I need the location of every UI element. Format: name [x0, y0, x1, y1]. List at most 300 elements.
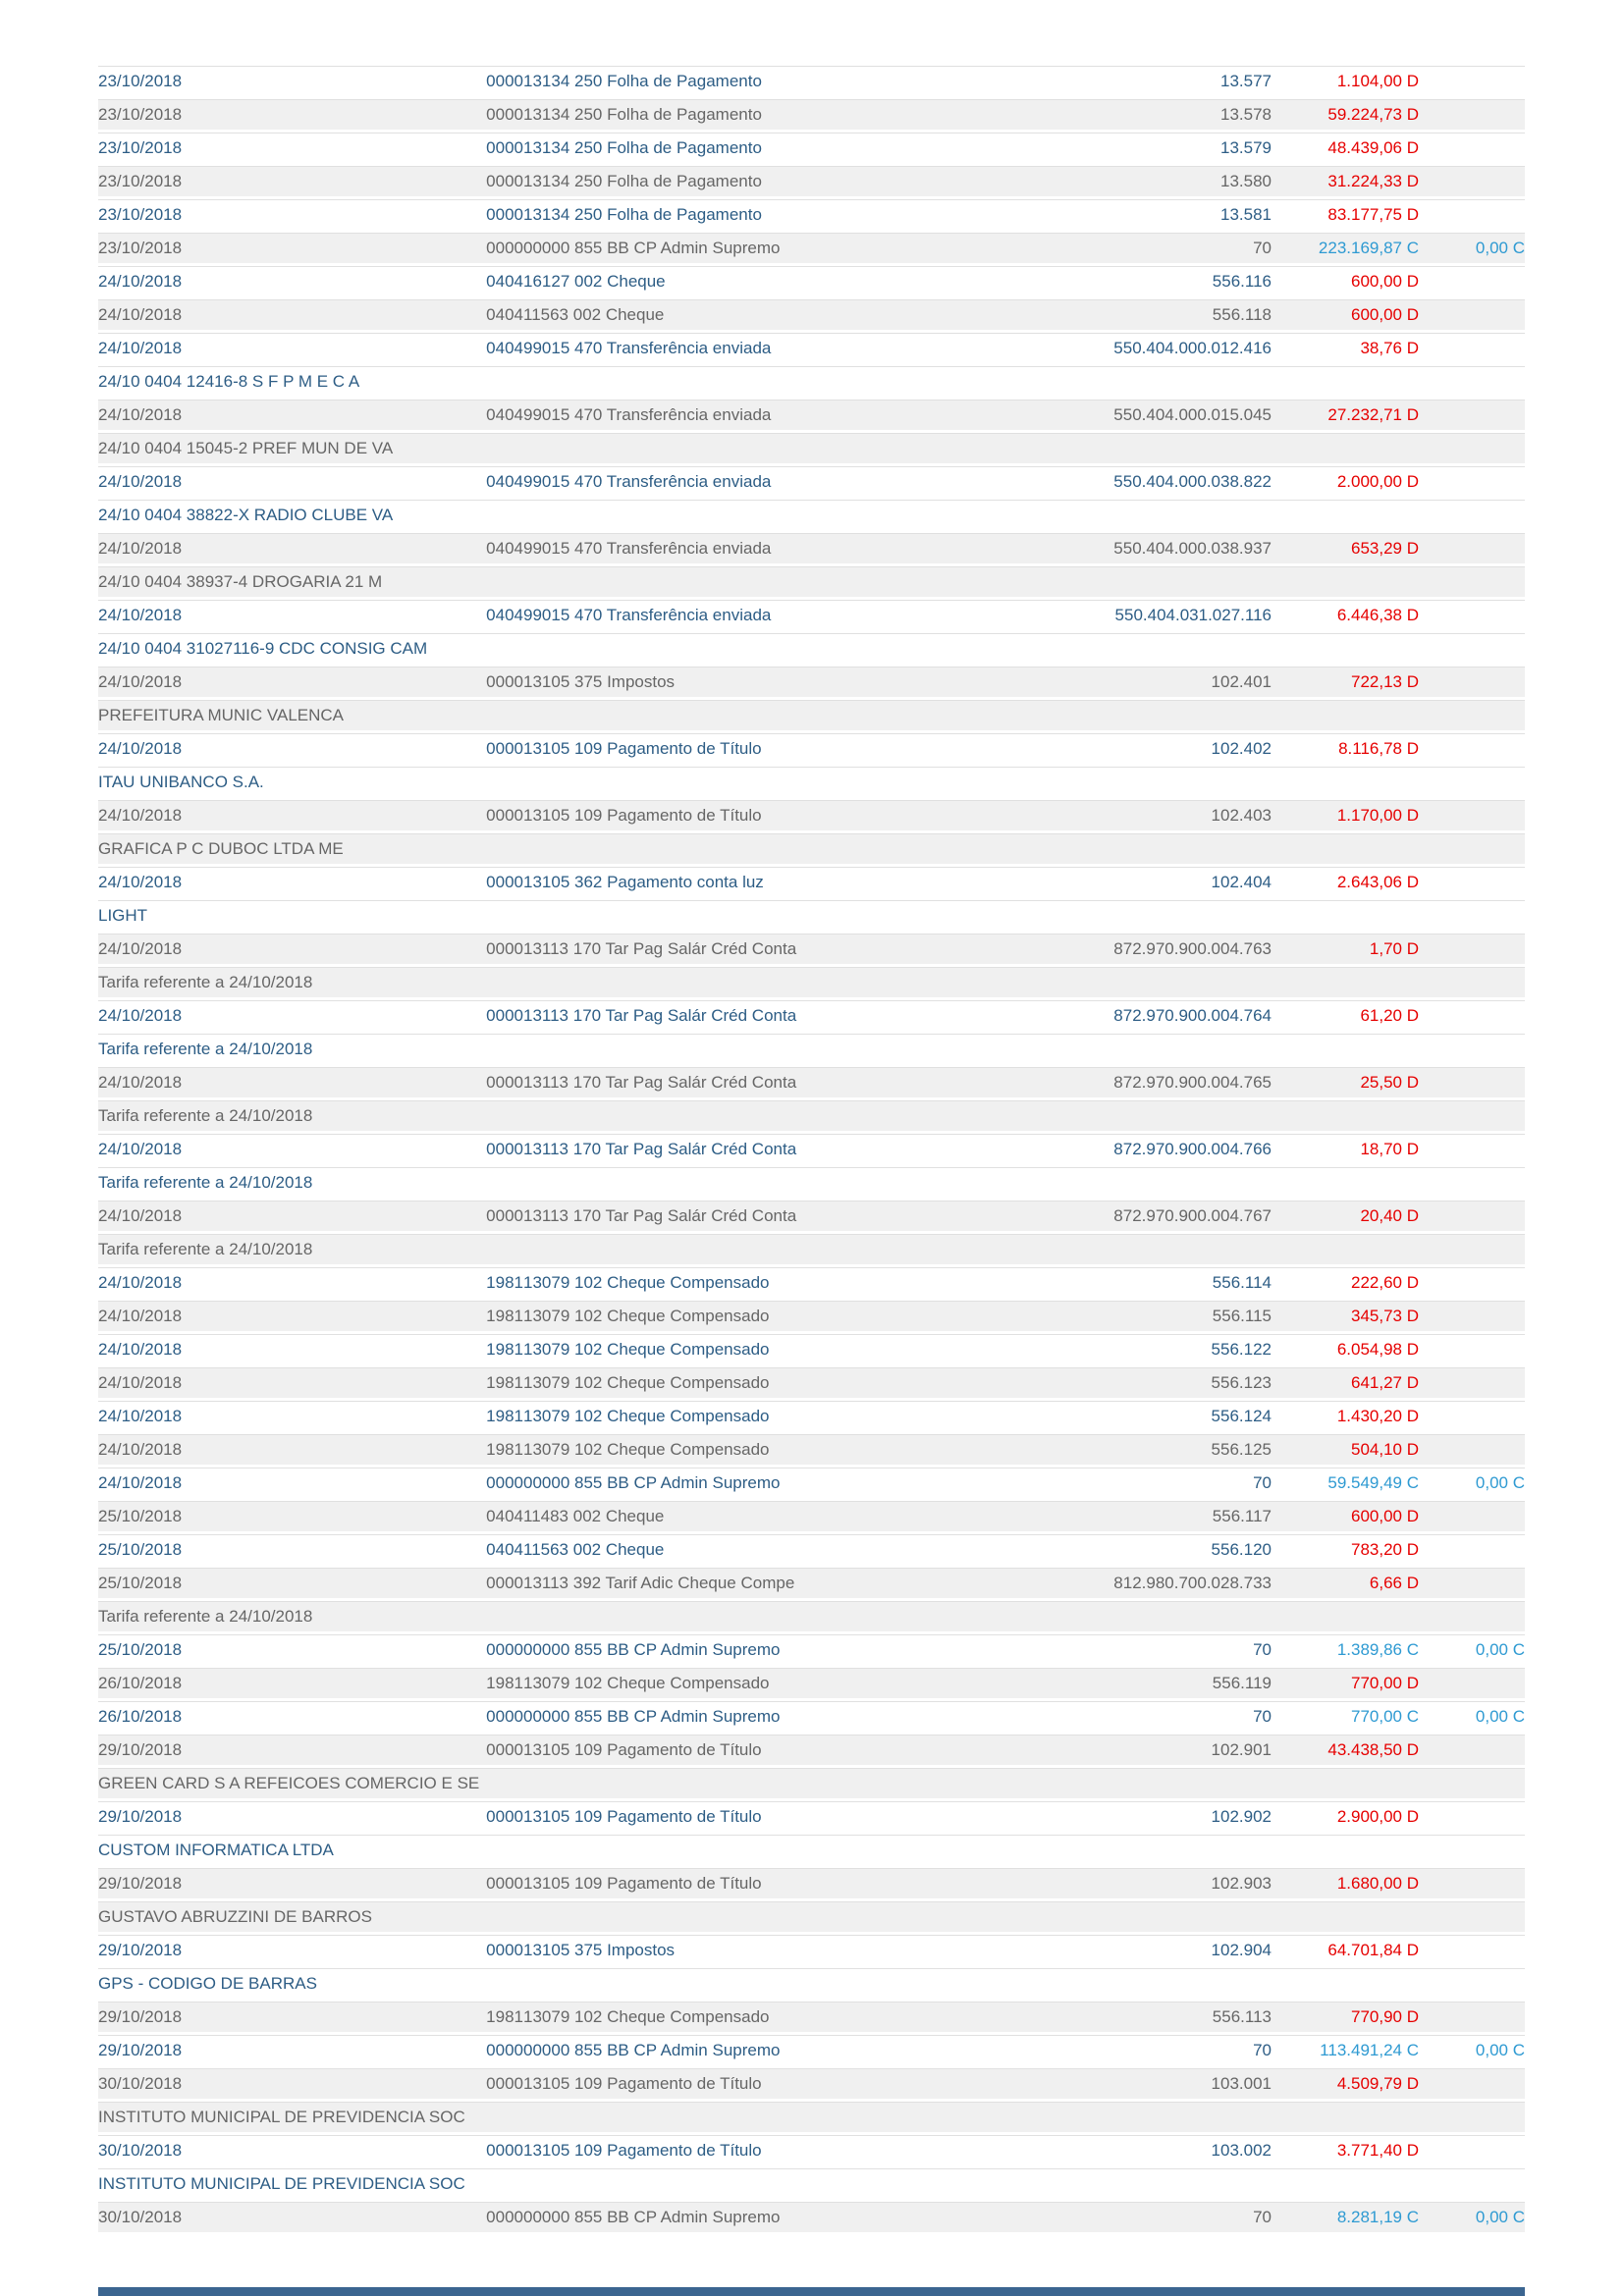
cell-date: 24/10/2018 — [98, 1334, 403, 1364]
debit-amount: 783,20 D — [1351, 1540, 1419, 1559]
cell-value — [1272, 867, 1419, 897]
cell-document: 13.580 — [1036, 166, 1272, 196]
transaction-detail-row — [98, 500, 1525, 530]
cell-description: 00000 855 BB CP Admin Supremo — [523, 2202, 1036, 2232]
cell-document: 102.401 — [1036, 667, 1272, 697]
cell-branch: 1981 — [403, 1301, 523, 1331]
debit-amount: 600,00 D — [1351, 305, 1419, 324]
cell-document: 556.118 — [1036, 299, 1272, 330]
debit-amount: 61,20 D — [1360, 1006, 1419, 1025]
transaction-detail-row — [98, 366, 1525, 397]
debit-amount: 2.643,06 D — [1336, 873, 1419, 891]
transaction-row — [98, 2202, 1525, 2232]
transaction-detail-row — [98, 2102, 1525, 2132]
debit-amount: 1.430,20 D — [1336, 1407, 1419, 1425]
cell-description: 13134 250 Folha de Pagamento — [523, 133, 1036, 163]
cell-branch: 0404 — [403, 266, 523, 296]
cell-description: 13105 109 Pagamento de Título — [523, 1801, 1036, 1832]
cell-secondary-value — [1419, 1267, 1525, 1298]
cell-secondary-value — [1419, 1501, 1525, 1531]
cell-branch: 0000 — [403, 1801, 523, 1832]
debit-amount: 83.177,75 D — [1327, 205, 1419, 224]
transaction-detail-text: ITAU UNIBANCO S.A. — [98, 767, 1525, 797]
debit-amount: 1,70 D — [1369, 939, 1419, 958]
cell-document: 103.002 — [1036, 2135, 1272, 2165]
transaction-row — [98, 600, 1525, 630]
cell-value — [1272, 2135, 1419, 2165]
transaction-row — [98, 2068, 1525, 2099]
cell-date: 24/10/2018 — [98, 1468, 403, 1498]
cell-document: 70 — [1036, 1701, 1272, 1732]
cell-branch: 0404 — [403, 533, 523, 563]
cell-date: 24/10/2018 — [98, 1301, 403, 1331]
debit-amount: 27.232,71 D — [1327, 405, 1419, 424]
cell-value — [1272, 466, 1419, 497]
transaction-detail-row — [98, 1167, 1525, 1198]
cell-date: 29/10/2018 — [98, 1935, 403, 1965]
cell-branch: 0000 — [403, 2068, 523, 2099]
transaction-detail-row — [98, 967, 1525, 997]
cell-document: 556.123 — [1036, 1367, 1272, 1398]
transaction-detail-text: 24/10 0404 12416-8 S F P M E C A — [98, 366, 1525, 397]
cell-document: 70 — [1036, 2202, 1272, 2232]
cell-date: 24/10/2018 — [98, 867, 403, 897]
cell-date: 24/10/2018 — [98, 266, 403, 296]
transaction-row — [98, 299, 1525, 330]
cell-date: 23/10/2018 — [98, 199, 403, 230]
cell-secondary-value — [1419, 1367, 1525, 1398]
transaction-row — [98, 1735, 1525, 1765]
transaction-row — [98, 1801, 1525, 1832]
debit-amount: 38,76 D — [1360, 339, 1419, 357]
cell-description: 13079 102 Cheque Compensado — [523, 1401, 1036, 1431]
cell-date: 24/10/2018 — [98, 1401, 403, 1431]
cell-secondary-value — [1419, 333, 1525, 363]
cell-secondary-value — [1419, 1701, 1525, 1732]
transaction-detail-row — [98, 1234, 1525, 1264]
debit-amount: 1.170,00 D — [1336, 806, 1419, 825]
cell-date: 29/10/2018 — [98, 1868, 403, 1898]
cell-document: 556.114 — [1036, 1267, 1272, 1298]
debit-amount: 43.438,50 D — [1327, 1740, 1419, 1759]
cell-secondary-value — [1419, 533, 1525, 563]
cell-document: 102.402 — [1036, 733, 1272, 764]
cell-secondary-value — [1419, 1000, 1525, 1031]
cell-branch: 0000 — [403, 66, 523, 96]
cell-branch: 0000 — [403, 133, 523, 163]
cell-value — [1272, 1468, 1419, 1498]
transaction-row — [98, 934, 1525, 964]
cell-description: 13113 170 Tar Pag Salár Créd Conta — [523, 1067, 1036, 1097]
debit-amount: 2.900,00 D — [1336, 1807, 1419, 1826]
cell-value — [1272, 1534, 1419, 1565]
cell-branch: 0000 — [403, 867, 523, 897]
cell-secondary-value — [1419, 1067, 1525, 1097]
cell-value — [1272, 1434, 1419, 1465]
cell-secondary-value — [1419, 466, 1525, 497]
cell-description: 13105 109 Pagamento de Título — [523, 733, 1036, 764]
cell-document: 872.970.900.004.765 — [1036, 1067, 1272, 1097]
cell-date: 24/10/2018 — [98, 333, 403, 363]
cell-branch: 0000 — [403, 1634, 523, 1665]
cell-document: 556.116 — [1036, 266, 1272, 296]
cell-secondary-value — [1419, 233, 1525, 263]
debit-amount: 2.000,00 D — [1336, 472, 1419, 491]
cell-date: 24/10/2018 — [98, 1067, 403, 1097]
credit-amount: 0,00 C — [1475, 2208, 1525, 2226]
cell-date: 24/10/2018 — [98, 667, 403, 697]
cell-value — [1272, 266, 1419, 296]
cell-date: 24/10/2018 — [98, 400, 403, 430]
cell-description: 11563 002 Cheque — [523, 1534, 1036, 1565]
cell-value — [1272, 1134, 1419, 1164]
cell-value — [1272, 1367, 1419, 1398]
debit-amount: 722,13 D — [1351, 672, 1419, 691]
transaction-detail-row — [98, 900, 1525, 931]
cell-secondary-value — [1419, 1568, 1525, 1598]
cell-value — [1272, 1801, 1419, 1832]
transaction-detail-row — [98, 1601, 1525, 1631]
transaction-row — [98, 533, 1525, 563]
debit-amount: 222,60 D — [1351, 1273, 1419, 1292]
transaction-row — [98, 1634, 1525, 1665]
credit-amount: 0,00 C — [1475, 1473, 1525, 1492]
debit-amount: 48.439,06 D — [1327, 138, 1419, 157]
cell-document: 556.119 — [1036, 1668, 1272, 1698]
cell-date: 24/10/2018 — [98, 1000, 403, 1031]
transaction-detail-text: GRAFICA P C DUBOC LTDA ME — [98, 833, 1525, 864]
transaction-row — [98, 466, 1525, 497]
transactions-table — [98, 63, 1525, 2235]
cell-date: 25/10/2018 — [98, 1534, 403, 1565]
cell-value — [1272, 2202, 1419, 2232]
cell-value — [1272, 1935, 1419, 1965]
cell-branch: 0000 — [403, 800, 523, 830]
cell-date: 24/10/2018 — [98, 1367, 403, 1398]
transaction-row — [98, 1067, 1525, 1097]
cell-value — [1272, 2002, 1419, 2032]
cell-secondary-value — [1419, 2135, 1525, 2165]
cell-description: 13105 109 Pagamento de Título — [523, 2068, 1036, 2099]
cell-value — [1272, 199, 1419, 230]
cell-date: 23/10/2018 — [98, 166, 403, 196]
transaction-row — [98, 1534, 1525, 1565]
cell-secondary-value — [1419, 1801, 1525, 1832]
cell-document: 102.901 — [1036, 1735, 1272, 1765]
cell-value — [1272, 1067, 1419, 1097]
cell-date: 24/10/2018 — [98, 1267, 403, 1298]
transaction-detail-text: Tarifa referente a 24/10/2018 — [98, 1167, 1525, 1198]
transaction-row — [98, 1468, 1525, 1498]
cell-secondary-value — [1419, 667, 1525, 697]
cell-document: 556.120 — [1036, 1534, 1272, 1565]
cell-secondary-value — [1419, 934, 1525, 964]
cell-date: 24/10/2018 — [98, 466, 403, 497]
cell-branch: 0000 — [403, 667, 523, 697]
cell-branch: 0000 — [403, 934, 523, 964]
credit-amount: 0,00 C — [1475, 1707, 1525, 1726]
cell-value — [1272, 1501, 1419, 1531]
cell-document: 812.980.700.028.733 — [1036, 1568, 1272, 1598]
debit-amount: 6.054,98 D — [1336, 1340, 1419, 1359]
cell-value — [1272, 1267, 1419, 1298]
transaction-row — [98, 99, 1525, 130]
cell-value — [1272, 1000, 1419, 1031]
cell-secondary-value — [1419, 166, 1525, 196]
cell-date: 24/10/2018 — [98, 600, 403, 630]
cell-secondary-value — [1419, 2035, 1525, 2065]
cell-branch: 0404 — [403, 400, 523, 430]
transaction-detail-row — [98, 1034, 1525, 1064]
transaction-detail-row — [98, 566, 1525, 597]
cell-description: 13113 170 Tar Pag Salár Créd Conta — [523, 1000, 1036, 1031]
cell-branch: 0404 — [403, 466, 523, 497]
cell-document: 70 — [1036, 233, 1272, 263]
cell-description: 13079 102 Cheque Compensado — [523, 2002, 1036, 2032]
debit-amount: 31.224,33 D — [1327, 172, 1419, 190]
cell-branch: 1981 — [403, 1267, 523, 1298]
cell-secondary-value — [1419, 266, 1525, 296]
cell-document: 13.578 — [1036, 99, 1272, 130]
debit-amount: 600,00 D — [1351, 272, 1419, 291]
debit-amount: 4.509,79 D — [1336, 2074, 1419, 2093]
transaction-detail-text: Tarifa referente a 24/10/2018 — [98, 1234, 1525, 1264]
debit-amount: 64.701,84 D — [1327, 1941, 1419, 1959]
cell-description: 13105 109 Pagamento de Título — [523, 1868, 1036, 1898]
debit-amount: 1.104,00 D — [1336, 72, 1419, 90]
cell-date: 24/10/2018 — [98, 934, 403, 964]
cell-document: 556.125 — [1036, 1434, 1272, 1465]
cell-secondary-value — [1419, 1634, 1525, 1665]
credit-amount: 59.549,49 C — [1327, 1473, 1419, 1492]
cell-branch: 0000 — [403, 1067, 523, 1097]
cell-branch: 0000 — [403, 1935, 523, 1965]
transaction-row — [98, 1501, 1525, 1531]
transaction-detail-text: CUSTOM INFORMATICA LTDA — [98, 1835, 1525, 1865]
cell-document: 556.113 — [1036, 2002, 1272, 2032]
cell-date: 29/10/2018 — [98, 2002, 403, 2032]
cell-document: 556.115 — [1036, 1301, 1272, 1331]
cell-branch: 1981 — [403, 1401, 523, 1431]
cell-secondary-value — [1419, 1468, 1525, 1498]
cell-description: 13079 102 Cheque Compensado — [523, 1367, 1036, 1398]
transaction-detail-text: INSTITUTO MUNICIPAL DE PREVIDENCIA SOC — [98, 2168, 1525, 2199]
debit-amount: 770,90 D — [1351, 2007, 1419, 2026]
cell-description: 13113 392 Tarif Adic Cheque Compe — [523, 1568, 1036, 1598]
cell-secondary-value — [1419, 1201, 1525, 1231]
cell-date: 24/10/2018 — [98, 1201, 403, 1231]
debit-amount: 18,70 D — [1360, 1140, 1419, 1158]
cell-value — [1272, 299, 1419, 330]
transaction-detail-row — [98, 1100, 1525, 1131]
transaction-detail-row — [98, 833, 1525, 864]
cell-date: 30/10/2018 — [98, 2068, 403, 2099]
cell-branch: 1981 — [403, 2002, 523, 2032]
cell-secondary-value — [1419, 1301, 1525, 1331]
cell-document: 872.970.900.004.766 — [1036, 1134, 1272, 1164]
cell-description: 13079 102 Cheque Compensado — [523, 1434, 1036, 1465]
transaction-detail-row — [98, 700, 1525, 730]
cell-description: 13113 170 Tar Pag Salár Créd Conta — [523, 934, 1036, 964]
cell-branch: 0000 — [403, 1468, 523, 1498]
cell-branch: 0000 — [403, 166, 523, 196]
cell-document: 556.122 — [1036, 1334, 1272, 1364]
debit-amount: 1.680,00 D — [1336, 1874, 1419, 1893]
cell-secondary-value — [1419, 2002, 1525, 2032]
debit-amount: 3.771,40 D — [1336, 2141, 1419, 2160]
cell-value — [1272, 1201, 1419, 1231]
cell-branch: 0000 — [403, 199, 523, 230]
credit-amount: 1.389,86 C — [1336, 1640, 1419, 1659]
debit-amount: 345,73 D — [1351, 1307, 1419, 1325]
cell-date: 30/10/2018 — [98, 2135, 403, 2165]
transaction-row — [98, 1301, 1525, 1331]
cell-value — [1272, 233, 1419, 263]
cell-description: 13105 362 Pagamento conta luz — [523, 867, 1036, 897]
debit-amount: 25,50 D — [1360, 1073, 1419, 1092]
cell-branch: 0000 — [403, 2135, 523, 2165]
transaction-detail-text: Tarifa referente a 24/10/2018 — [98, 967, 1525, 997]
cell-value — [1272, 1634, 1419, 1665]
transaction-detail-text: GREEN CARD S A REFEICOES COMERCIO E SE — [98, 1768, 1525, 1798]
cell-document: 550.404.031.027.116 — [1036, 600, 1272, 630]
cell-branch: 0404 — [403, 333, 523, 363]
cell-secondary-value — [1419, 133, 1525, 163]
transaction-row — [98, 1134, 1525, 1164]
cell-document: 550.404.000.038.822 — [1036, 466, 1272, 497]
cell-branch: 0000 — [403, 1000, 523, 1031]
transaction-detail-text: Tarifa referente a 24/10/2018 — [98, 1100, 1525, 1131]
cell-document: 70 — [1036, 2035, 1272, 2065]
transaction-detail-row — [98, 1968, 1525, 1999]
cell-description: 99015 470 Transferência enviada — [523, 600, 1036, 630]
cell-document: 70 — [1036, 1634, 1272, 1665]
transaction-row — [98, 1000, 1525, 1031]
cell-value — [1272, 1701, 1419, 1732]
cell-document: 872.970.900.004.764 — [1036, 1000, 1272, 1031]
cell-secondary-value — [1419, 733, 1525, 764]
transaction-row — [98, 2035, 1525, 2065]
cell-branch: 0000 — [403, 2035, 523, 2065]
cell-branch: 0404 — [403, 600, 523, 630]
transaction-row — [98, 333, 1525, 363]
cell-value — [1272, 2068, 1419, 2099]
cell-document: 102.404 — [1036, 867, 1272, 897]
transaction-row — [98, 2002, 1525, 2032]
cell-value — [1272, 667, 1419, 697]
transaction-detail-text: 24/10 0404 38822-X RADIO CLUBE VA — [98, 500, 1525, 530]
cell-date: 24/10/2018 — [98, 1434, 403, 1465]
transaction-row — [98, 1267, 1525, 1298]
transaction-row — [98, 133, 1525, 163]
cell-secondary-value — [1419, 1534, 1525, 1565]
cell-date: 24/10/2018 — [98, 800, 403, 830]
transaction-row — [98, 867, 1525, 897]
transaction-detail-text: PREFEITURA MUNIC VALENCA — [98, 700, 1525, 730]
cell-value — [1272, 1868, 1419, 1898]
transaction-row — [98, 166, 1525, 196]
debit-amount: 600,00 D — [1351, 1507, 1419, 1525]
cell-description: 13079 102 Cheque Compensado — [523, 1668, 1036, 1698]
credit-amount: 0,00 C — [1475, 1640, 1525, 1659]
cell-description: 11483 002 Cheque — [523, 1501, 1036, 1531]
cell-value — [1272, 166, 1419, 196]
cell-secondary-value — [1419, 1134, 1525, 1164]
cell-date: 23/10/2018 — [98, 133, 403, 163]
transaction-row — [98, 199, 1525, 230]
statement-table — [98, 63, 1525, 2235]
cell-description: 00000 855 BB CP Admin Supremo — [523, 1634, 1036, 1665]
cell-value — [1272, 800, 1419, 830]
cell-value — [1272, 1568, 1419, 1598]
cell-date: 24/10/2018 — [98, 733, 403, 764]
cell-document: 556.124 — [1036, 1401, 1272, 1431]
cell-date: 23/10/2018 — [98, 99, 403, 130]
cell-description: 11563 002 Cheque — [523, 299, 1036, 330]
cell-value — [1272, 733, 1419, 764]
cell-description: 16127 002 Cheque — [523, 266, 1036, 296]
transaction-row — [98, 1701, 1525, 1732]
credit-amount: 223.169,87 C — [1318, 239, 1419, 257]
transaction-row — [98, 1668, 1525, 1698]
cell-secondary-value — [1419, 400, 1525, 430]
cell-description: 13079 102 Cheque Compensado — [523, 1267, 1036, 1298]
debit-amount: 8.116,78 D — [1338, 739, 1419, 758]
cell-date: 29/10/2018 — [98, 1801, 403, 1832]
cell-branch: 0000 — [403, 733, 523, 764]
debit-amount: 20,40 D — [1360, 1206, 1419, 1225]
transaction-row — [98, 2135, 1525, 2165]
cell-secondary-value — [1419, 66, 1525, 96]
transaction-row — [98, 1935, 1525, 1965]
credit-amount: 0,00 C — [1475, 2041, 1525, 2059]
cell-secondary-value — [1419, 1401, 1525, 1431]
cell-description: 00000 855 BB CP Admin Supremo — [523, 1468, 1036, 1498]
debit-amount: 6.446,38 D — [1336, 606, 1419, 624]
transaction-detail-row — [98, 2168, 1525, 2199]
transaction-detail-text: 24/10 0404 15045-2 PREF MUN DE VA — [98, 433, 1525, 463]
cell-document: 102.903 — [1036, 1868, 1272, 1898]
cell-branch: 0000 — [403, 233, 523, 263]
cell-date: 25/10/2018 — [98, 1501, 403, 1531]
cell-secondary-value — [1419, 800, 1525, 830]
transaction-detail-row — [98, 633, 1525, 664]
cell-branch: 0000 — [403, 1568, 523, 1598]
cell-document: 556.117 — [1036, 1501, 1272, 1531]
cell-description: 13113 170 Tar Pag Salár Créd Conta — [523, 1134, 1036, 1164]
cell-secondary-value — [1419, 867, 1525, 897]
transaction-detail-row — [98, 1768, 1525, 1798]
transaction-row — [98, 800, 1525, 830]
cell-date: 30/10/2018 — [98, 2202, 403, 2232]
transaction-row — [98, 1201, 1525, 1231]
cell-document: 102.403 — [1036, 800, 1272, 830]
cell-secondary-value — [1419, 1668, 1525, 1698]
cell-date: 23/10/2018 — [98, 233, 403, 263]
cell-date: 24/10/2018 — [98, 1134, 403, 1164]
credit-amount: 0,00 C — [1475, 239, 1525, 257]
transaction-row — [98, 1868, 1525, 1898]
cell-branch: 1981 — [403, 1668, 523, 1698]
cell-secondary-value — [1419, 1935, 1525, 1965]
cell-secondary-value — [1419, 2068, 1525, 2099]
cell-date: 26/10/2018 — [98, 1701, 403, 1732]
transaction-detail-text: GUSTAVO ABRUZZINI DE BARROS — [98, 1901, 1525, 1932]
cell-date: 24/10/2018 — [98, 299, 403, 330]
cell-description: 13113 170 Tar Pag Salár Créd Conta — [523, 1201, 1036, 1231]
cell-description: 99015 470 Transferência enviada — [523, 400, 1036, 430]
cell-description: 13079 102 Cheque Compensado — [523, 1334, 1036, 1364]
